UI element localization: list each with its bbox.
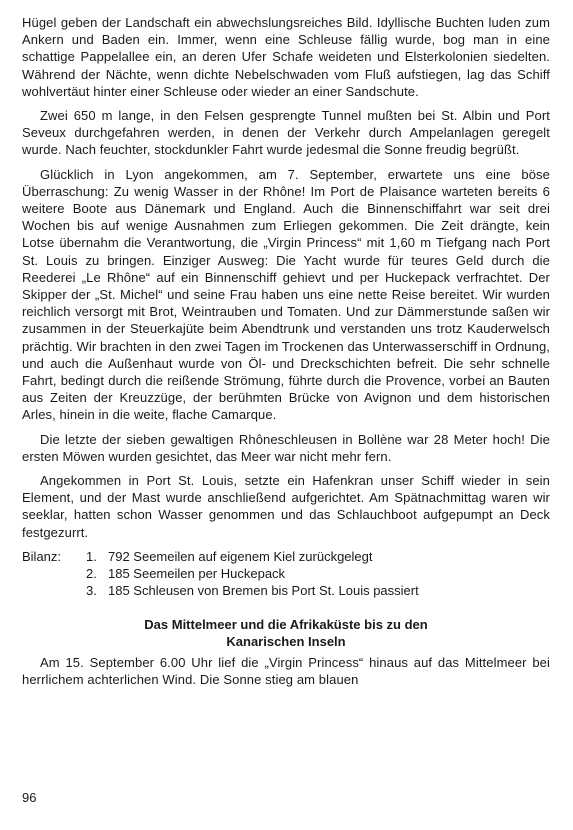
bilanz-list <box>22 548 550 600</box>
section-paragraph: Am 15. September 6.00 Uhr lief die „Virgin Princess“ hinaus auf das Mittelmeer bei herrlichem achterlichen Wind. Die Sonne stieg am blauen <box>22 654 550 688</box>
section-heading <box>22 616 550 650</box>
paragraph-3: Glücklich in Lyon angekommen, am 7. September, erwartete uns eine böse Überraschung: Zu wenig Wasser in der Rhône! Im Port de Plaisance warteten bereits 6 weitere Boote aus Dänemark und England. Auch die Binnenschiffahrt war seit drei Wochen bis auf wenige Ausnahmen zum Erliegen gekommen. Die Zeit drängte, kein Lotse übernahm die Verantwortung, die „Virgin Princess“ mit 1,60 m Tiefgang nach Port St. Louis zu bringen. Einziger Ausweg: Die Yacht wurde für teures Geld durch die Reederei „Le Rhône“ auf ein Binnenschiff gehievt und per Huckepack verfrachtet. Der Skipper der „St. Michel“ und seine Frau haben uns eine nette Reise bereitet. Wir wurden reichlich versorgt mit Brot, Weintrauben und Tomaten. Und zur Dämmerstunde saßen wir zusammen in der Steuerkajüte beim Abendtrunk und verstanden uns trotz Kauderwelsch prächtig. Wir brachten in den zwei Tagen im Trockenen das Unterwasserschiff in Ordnung, und auch die Außenhaut wurde von Öl- und Dreckschichten befreit. Die sehr schnelle Fahrt, bedingt durch die reißende Strömung, führte durch die Provence, vorbei an Bauten aus Zeiten der Kreuzzüge, der berühmten Brücke von Avignon und dem historischen Arles, hinein in die weite, flache Camarque. <box>22 166 550 423</box>
bilanz-item-number: 2. <box>86 566 97 582</box>
paragraph-2: Zwei 650 m lange, in den Felsen gesprengte Tunnel mußten bei St. Albin und Port Seveux durchgefahren werden, in denen der Verkehr durch Ampelanlagen geregelt wurde. Nach feuchter, stockdunkler Fahrt wurde jedesmal die Sonne freudig begrüßt. <box>22 108 550 158</box>
page-body <box>22 14 550 695</box>
paragraph-5: Angekommen in Port St. Louis, setzte ein Hafenkran unser Schiff wieder in sein Element, und der Mast wurde anschließend aufgerichtet. Am Spätnachmittag waren wir seeklar, hatten schon Wasser genommen und das Schlauchboot aufgepumpt an Deck festgezurrt. <box>22 473 550 540</box>
bilanz-item-text: 185 Seemeilen per Huckepack <box>108 566 286 582</box>
bilanz-item <box>22 582 550 599</box>
bilanz-label: Bilanz: <box>22 548 62 564</box>
bilanz-label-spacer <box>22 565 86 582</box>
bilanz-item-number: 3. <box>86 583 97 599</box>
bilanz-item-text: 792 Seemeilen auf eigenem Kiel zurückgelegt <box>108 548 373 564</box>
bilanz-item-text: 185 Schleusen von Bremen bis Port St. Louis passiert <box>108 583 419 599</box>
page-number: 96 <box>22 790 37 805</box>
bilanz-item <box>22 548 550 565</box>
bilanz-item-number: 1. <box>86 548 97 564</box>
bilanz-item <box>22 565 550 582</box>
section-heading-line: Das Mittelmeer und die Afrikaküste bis zu den <box>144 616 428 632</box>
paragraph-4: Die letzte der sieben gewaltigen Rhôneschleusen in Bollène war 28 Meter hoch! Die ersten Möwen wurden gesichtet, das Meer war nicht mehr fern. <box>22 431 550 464</box>
section-heading-line: Kanarischen Inseln <box>226 633 346 649</box>
bilanz-label-spacer <box>22 582 86 599</box>
paragraph-1: Hügel geben der Landschaft ein abwechslungsreiches Bild. Idyllische Buchten luden zum Ankern und Baden ein. Immer, wenn eine Schleuse fällig wurde, bog man in eine schattige Pappelallee ein, an deren Ufer Schafe weideten und Elsterkolonien siedelten. Während der Nächte, wenn dichte Nebelschwaden vom Fluß aufstiegen, lag das Schiff wohlvertäut hinter einer Schleuse oder wieder an einer Sandschute. <box>22 15 550 99</box>
